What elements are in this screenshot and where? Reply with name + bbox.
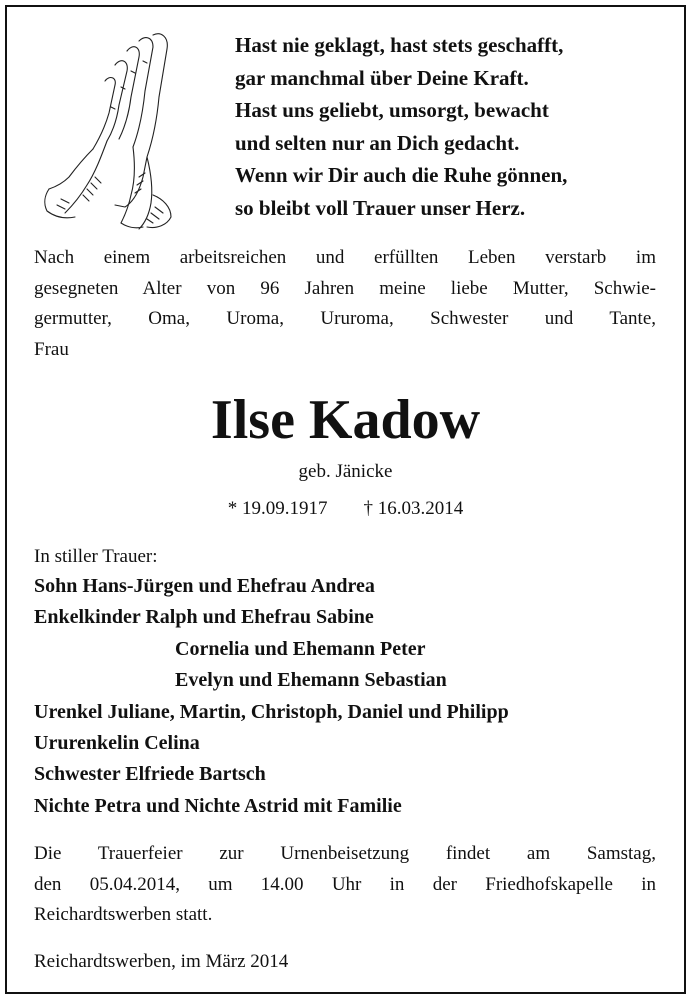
- birth-date: * 19.09.1917: [227, 498, 328, 519]
- mourner-line: Evelyn und Ehemann Sebastian: [175, 669, 447, 692]
- mourner-line: Urenkel Juliane, Martin, Christoph, Daniel und Philipp: [34, 700, 509, 723]
- mourner-line: Ururenkelin Celina: [34, 732, 200, 755]
- poem-line: Hast uns geliebt, umsorgt, bewacht: [235, 98, 549, 122]
- mourners-list: [34, 571, 674, 822]
- death-date: † 16.03.2014: [363, 498, 464, 519]
- life-dates: [7, 496, 684, 522]
- obituary-notice: [5, 5, 686, 994]
- mourner-line: Sohn Hans-Jürgen und Ehefrau Andrea: [34, 575, 375, 597]
- mourner-line: Schwester Elfriede Bartsch: [34, 763, 266, 786]
- poem: [235, 29, 675, 224]
- intro-text: [34, 243, 656, 365]
- poem-line: Hast nie geklagt, hast stets geschafft,: [235, 33, 564, 57]
- ceremony-line: Reichardtswerben statt.: [34, 904, 213, 925]
- ceremony-info: [34, 839, 656, 931]
- place-date: Reichardtswerben, im März 2014: [34, 951, 289, 972]
- ceremony-line: den 05.04.2014, um 14.00 Uhr in der Friedhofskapelle in: [34, 873, 656, 895]
- intro-line: Frau: [34, 338, 69, 360]
- poem-line: Wenn wir Dir auch die Ruhe gönnen,: [235, 163, 568, 187]
- poem-line: gar manchmal über Deine Kraft.: [235, 65, 529, 90]
- maiden-name: geb. Jänicke: [298, 461, 393, 482]
- deceased-name: Ilse Kadow: [210, 389, 481, 451]
- mourner-line: Enkelkinder Ralph und Ehefrau Sabine: [34, 606, 374, 629]
- intro-line: germutter, Oma, Uroma, Ururoma, Schwester und Tante,: [34, 308, 656, 329]
- mourners-label: In stiller Trauer:: [34, 546, 158, 567]
- intro-line: gesegneten Alter von 96 Jahren meine liebe Mutter, Schwie-: [34, 277, 656, 299]
- mourner-line: Cornelia und Ehemann Peter: [175, 637, 426, 660]
- poem-line: so bleibt voll Trauer unser Herz.: [235, 195, 526, 220]
- poem-line: und selten nur an Dich gedacht.: [235, 130, 520, 155]
- intro-line: Nach einem arbeitsreichen und erfüllten Leben verstarb im: [34, 247, 656, 268]
- mourner-line: Nichte Petra und Nichte Astrid mit Familie: [34, 794, 402, 817]
- praying-hands-icon: [35, 27, 185, 232]
- ceremony-line: Die Trauerfeier zur Urnenbeisetzung findet am Samstag,: [34, 843, 656, 864]
